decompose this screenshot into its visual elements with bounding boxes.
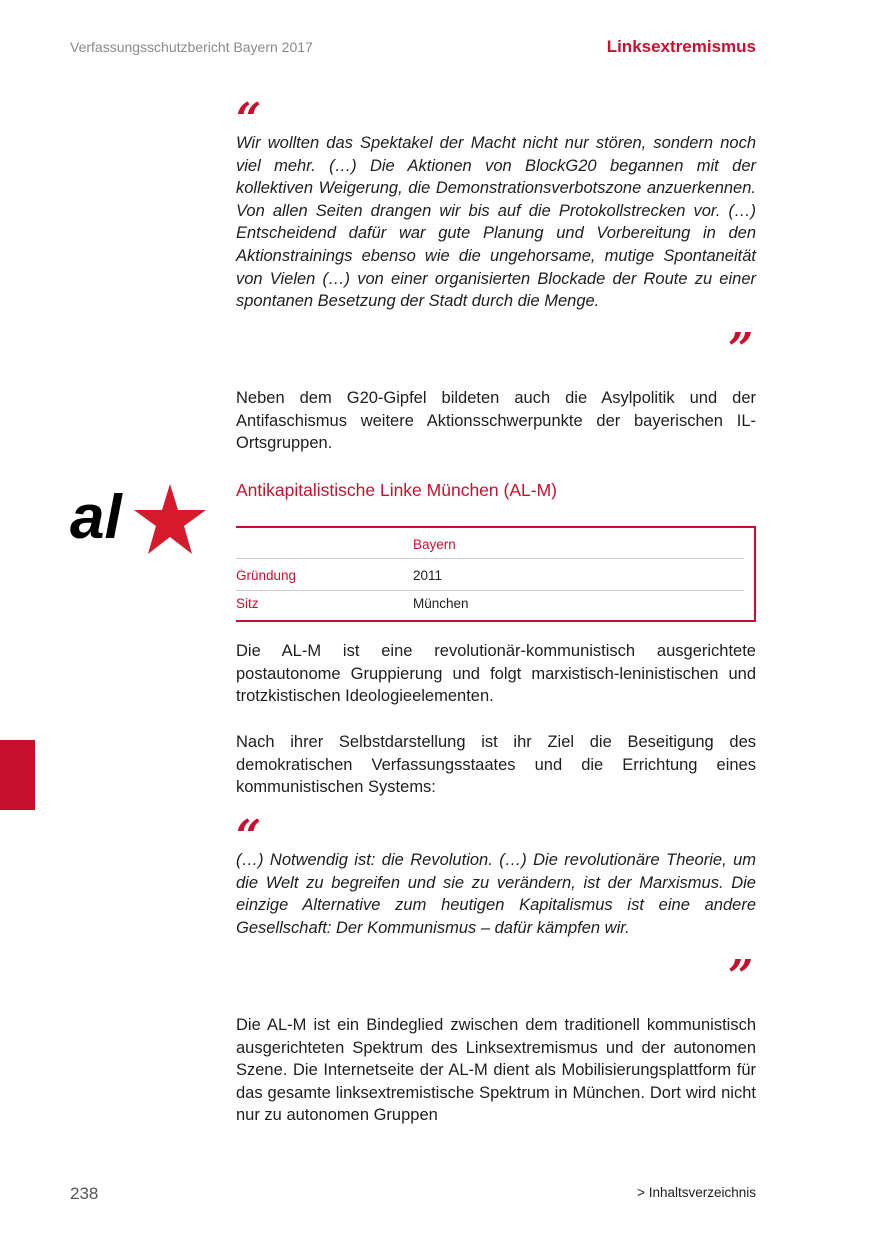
- al-m-logo: [70, 480, 210, 562]
- table-divider: [236, 558, 744, 559]
- table-key: Sitz: [236, 596, 259, 611]
- table-header-row: [236, 530, 744, 558]
- quote-text: (…) Notwendig ist: die Revolution. (…) Die revolutionäre Theorie, um die Welt zu begreifen und sie zu verändern, ist der Marxismus. Die einzige Alternative zum heutigen Kapitalismus ist eine andere Gesellschaft: Der Kommunismus – dafür kämpfen wir.: [236, 851, 756, 937]
- section-title: Antikapitalistische Linke München (AL-M): [236, 480, 557, 500]
- table-row: [236, 589, 744, 617]
- running-header-chapter: Linksextremismus: [606, 37, 756, 56]
- table-key: Gründung: [236, 568, 297, 583]
- page-number: 238: [70, 1184, 99, 1203]
- running-header-title: Verfassungsschutzbericht Bayern 2017: [70, 39, 313, 55]
- paragraph: Die AL-M ist ein Bindeglied zwischen dem traditionell kommunistisch ausgerichteten Spektrum des Linksextremismus und der autonomen Szene. Die Internetseite der AL-M dient als Mobilisierungsplattform für das gesamte linksextremistische Spektrum in München. Dort wird nicht nur zu autonomen Gruppen: [236, 1016, 756, 1125]
- paragraph: Nach ihrer Selbstdarstellung ist ihr Ziel die Beseitigung des demokratischen Verfassungsstaates und die Errichtung eines kommunistischen Systems:: [236, 733, 756, 797]
- table-value: 2011: [413, 568, 443, 583]
- chapter-tab: [0, 740, 35, 810]
- table-row: [236, 561, 744, 589]
- red-star-icon: [134, 484, 206, 554]
- quote-text: Wir wollten das Spektakel der Macht nicht nur stören, sondern noch viel mehr. (…) Die Aktionen von BlockG20 begannen mit der kollektiven Weigerung, die Demonstrationsverbotszone anzuerkennen. Von allen Seiten drangen wir bis auf die Protokollstrecken vor. (…) Entscheidend dafür war gute Planung und Vorbereitung in den Aktionstrainings ebenso wie die ungehorsame, mutige Spontaneität von Vielen (…) von einer organisierten Blockade der Route zu einer spontanen Besetzung der Stadt durch die Menge.: [236, 134, 756, 311]
- logo-lettering: al: [70, 483, 122, 552]
- paragraph: Neben dem G20-Gipfel bildeten auch die Asylpolitik und der Antifaschismus weitere Aktionsschwerpunkte der bayerischen IL-Ortsgruppen.: [236, 389, 756, 453]
- table-value: München: [413, 596, 469, 611]
- toc-link[interactable]: > Inhaltsverzeichnis: [637, 1185, 756, 1200]
- info-table: [236, 526, 756, 622]
- paragraph: Die AL-M ist eine revolutionär-kommunistisch ausgerichtete postautonome Gruppierung und folgt marxistisch-leninistischen und trotzkistischen Ideologieelementen.: [236, 642, 756, 706]
- quote-open-mark: “: [236, 94, 258, 145]
- table-header-value: Bayern: [413, 537, 456, 552]
- quote-close-mark: ”: [728, 324, 750, 375]
- quote-open-mark: “: [236, 811, 258, 862]
- quote-close-mark: ”: [728, 951, 750, 1002]
